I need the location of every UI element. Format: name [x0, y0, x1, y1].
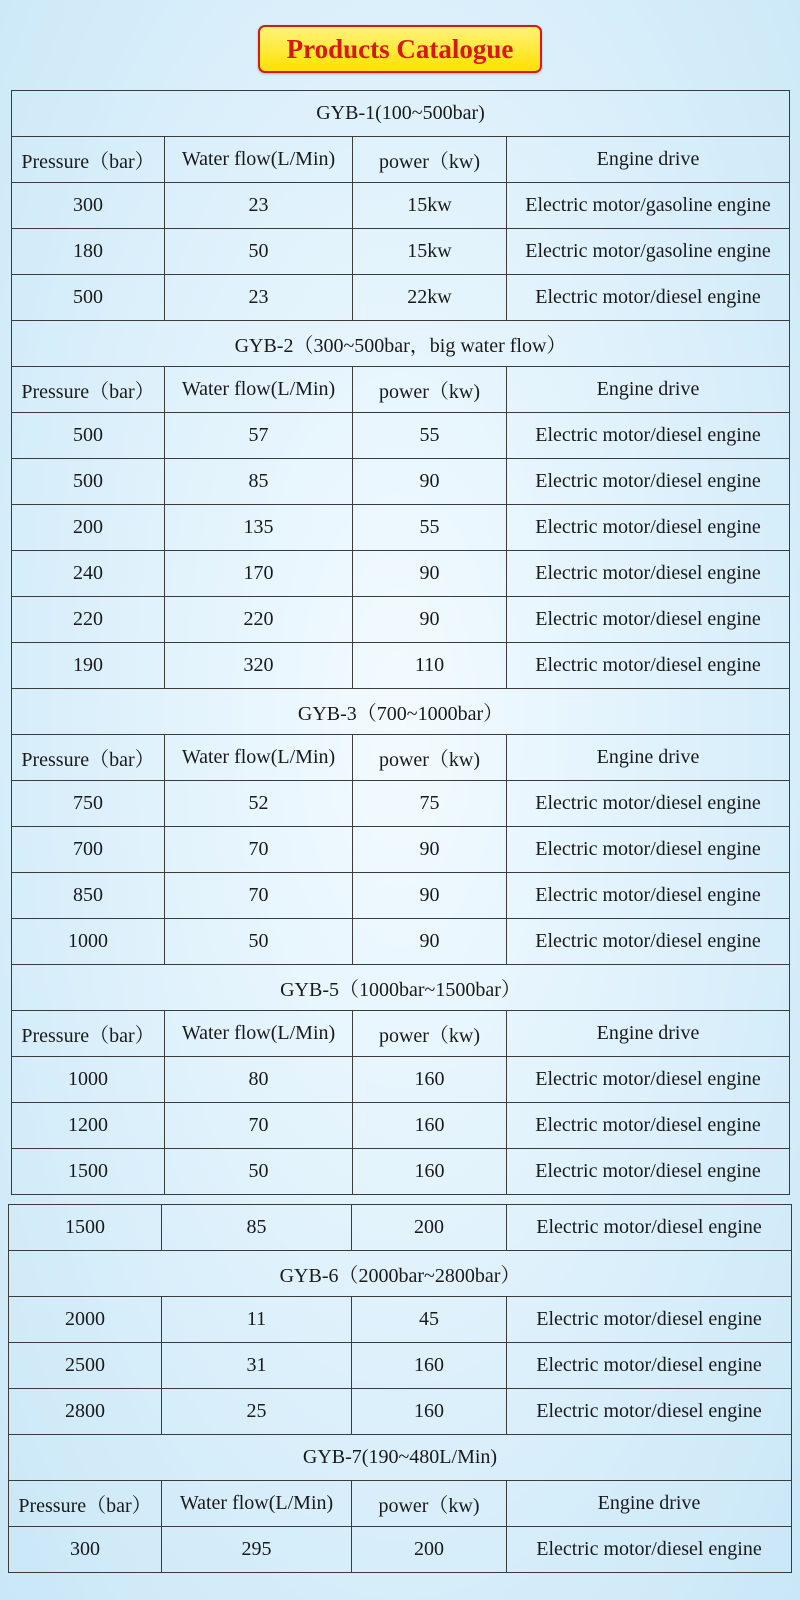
section-title-row	[12, 689, 790, 735]
cell-pressure: 850	[12, 873, 165, 919]
header-engine-drive: Engine drive	[507, 367, 790, 413]
column-header-row	[12, 367, 790, 413]
cell-engine-drive: Electric motor/diesel engine	[507, 459, 790, 505]
cell-power: 90	[353, 827, 507, 873]
header-engine-drive: Engine drive	[507, 137, 790, 183]
column-header-row	[9, 1481, 792, 1527]
cell-pressure: 500	[12, 413, 165, 459]
header-pressure: Pressure（bar）	[12, 137, 165, 183]
cell-water-flow: 70	[165, 1103, 353, 1149]
section-title-row	[9, 1435, 792, 1481]
header-engine-drive: Engine drive	[507, 1011, 790, 1057]
table-row	[12, 183, 790, 229]
cell-pressure: 300	[12, 183, 165, 229]
cell-engine-drive: Electric motor/diesel engine	[507, 275, 790, 321]
cell-pressure: 1000	[12, 1057, 165, 1103]
cell-power: 45	[352, 1297, 507, 1343]
product-table	[11, 90, 790, 1195]
cell-water-flow: 170	[165, 551, 353, 597]
cell-power: 200	[352, 1527, 507, 1573]
cell-engine-drive: Electric motor/diesel engine	[507, 1057, 790, 1103]
cell-power: 160	[353, 1057, 507, 1103]
table-row	[12, 781, 790, 827]
cell-water-flow: 295	[162, 1527, 352, 1573]
cell-power: 55	[353, 505, 507, 551]
cell-engine-drive: Electric motor/diesel engine	[507, 781, 790, 827]
header-engine-drive: Engine drive	[507, 1481, 792, 1527]
cell-engine-drive: Electric motor/diesel engine	[507, 1103, 790, 1149]
section-title: GYB-1(100~500bar)	[12, 91, 790, 137]
cell-pressure: 700	[12, 827, 165, 873]
table-row	[12, 1057, 790, 1103]
table-row	[9, 1527, 792, 1573]
table-row	[9, 1389, 792, 1435]
cell-pressure: 1000	[12, 919, 165, 965]
cell-pressure: 190	[12, 643, 165, 689]
cell-engine-drive: Electric motor/diesel engine	[507, 1343, 792, 1389]
cell-water-flow: 23	[165, 183, 353, 229]
table-row	[12, 229, 790, 275]
cell-water-flow: 50	[165, 1149, 353, 1195]
section-title-row	[12, 321, 790, 367]
cell-power: 75	[353, 781, 507, 827]
cell-engine-drive: Electric motor/diesel engine	[507, 827, 790, 873]
cell-water-flow: 52	[165, 781, 353, 827]
cell-water-flow: 11	[162, 1297, 352, 1343]
column-header-row	[12, 735, 790, 781]
cell-engine-drive: Electric motor/diesel engine	[507, 1389, 792, 1435]
header-water-flow: Water flow(L/Min)	[165, 735, 353, 781]
cell-water-flow: 57	[165, 413, 353, 459]
table-row	[9, 1205, 792, 1251]
section-title: GYB-5（1000bar~1500bar）	[12, 965, 790, 1011]
table-row	[12, 459, 790, 505]
cell-engine-drive: Electric motor/diesel engine	[507, 1149, 790, 1195]
cell-power: 90	[353, 919, 507, 965]
cell-power: 90	[353, 873, 507, 919]
section-title: GYB-6（2000bar~2800bar）	[9, 1251, 792, 1297]
cell-water-flow: 31	[162, 1343, 352, 1389]
cell-water-flow: 25	[162, 1389, 352, 1435]
table-row	[12, 643, 790, 689]
cell-power: 55	[353, 413, 507, 459]
cell-power: 90	[353, 459, 507, 505]
cell-power: 160	[352, 1343, 507, 1389]
header-pressure: Pressure（bar）	[12, 367, 165, 413]
section-title-row	[9, 1251, 792, 1297]
cell-pressure: 300	[9, 1527, 162, 1573]
section-title: GYB-7(190~480L/Min)	[9, 1435, 792, 1481]
title-container	[0, 25, 800, 73]
table-row	[12, 873, 790, 919]
cell-power: 15kw	[353, 183, 507, 229]
header-power: power（kw)	[353, 367, 507, 413]
cell-water-flow: 320	[165, 643, 353, 689]
cell-pressure: 2000	[9, 1297, 162, 1343]
cell-engine-drive: Electric motor/diesel engine	[507, 873, 790, 919]
cell-engine-drive: Electric motor/diesel engine	[507, 1527, 792, 1573]
section-title: GYB-3（700~1000bar）	[12, 689, 790, 735]
header-engine-drive: Engine drive	[507, 735, 790, 781]
header-water-flow: Water flow(L/Min)	[165, 137, 353, 183]
cell-pressure: 1200	[12, 1103, 165, 1149]
header-water-flow: Water flow(L/Min)	[165, 1011, 353, 1057]
header-power: power（kw)	[352, 1481, 507, 1527]
section-title-row	[12, 91, 790, 137]
page-title: Products Catalogue	[258, 25, 542, 73]
cell-water-flow: 50	[165, 229, 353, 275]
cell-water-flow: 80	[165, 1057, 353, 1103]
cell-pressure: 180	[12, 229, 165, 275]
table-row	[12, 275, 790, 321]
cell-pressure: 2800	[9, 1389, 162, 1435]
table-row	[12, 551, 790, 597]
cell-pressure: 1500	[12, 1149, 165, 1195]
cell-engine-drive: Electric motor/diesel engine	[507, 597, 790, 643]
cell-power: 160	[353, 1103, 507, 1149]
header-power: power（kw)	[353, 137, 507, 183]
cell-engine-drive: Electric motor/diesel engine	[507, 505, 790, 551]
cell-power: 200	[352, 1205, 507, 1251]
cell-engine-drive: Electric motor/diesel engine	[507, 643, 790, 689]
header-pressure: Pressure（bar）	[12, 735, 165, 781]
table-row	[12, 597, 790, 643]
cell-engine-drive: Electric motor/diesel engine	[507, 551, 790, 597]
table-row	[12, 1149, 790, 1195]
cell-water-flow: 70	[165, 827, 353, 873]
table-row	[12, 827, 790, 873]
cell-pressure: 240	[12, 551, 165, 597]
cell-engine-drive: Electric motor/gasoline engine	[507, 229, 790, 275]
cell-power: 15kw	[353, 229, 507, 275]
cell-pressure: 200	[12, 505, 165, 551]
cell-power: 160	[352, 1389, 507, 1435]
cell-water-flow: 70	[165, 873, 353, 919]
section-title-row	[12, 965, 790, 1011]
cell-water-flow: 23	[165, 275, 353, 321]
cell-water-flow: 85	[165, 459, 353, 505]
table-row	[12, 919, 790, 965]
header-pressure: Pressure（bar）	[9, 1481, 162, 1527]
product-table-continued	[8, 1204, 792, 1573]
cell-power: 110	[353, 643, 507, 689]
cell-pressure: 500	[12, 459, 165, 505]
cell-power: 22kw	[353, 275, 507, 321]
cell-engine-drive: Electric motor/diesel engine	[507, 1205, 792, 1251]
cell-pressure: 220	[12, 597, 165, 643]
cell-power: 160	[353, 1149, 507, 1195]
column-header-row	[12, 1011, 790, 1057]
cell-engine-drive: Electric motor/diesel engine	[507, 1297, 792, 1343]
cell-water-flow: 220	[165, 597, 353, 643]
cell-water-flow: 135	[165, 505, 353, 551]
section-title: GYB-2（300~500bar，big water flow）	[12, 321, 790, 367]
table-row	[12, 1103, 790, 1149]
header-power: power（kw)	[353, 1011, 507, 1057]
column-header-row	[12, 137, 790, 183]
table-row	[9, 1343, 792, 1389]
cell-power: 90	[353, 597, 507, 643]
cell-water-flow: 85	[162, 1205, 352, 1251]
cell-pressure: 750	[12, 781, 165, 827]
cell-pressure: 1500	[9, 1205, 162, 1251]
cell-pressure: 500	[12, 275, 165, 321]
cell-engine-drive: Electric motor/diesel engine	[507, 413, 790, 459]
cell-engine-drive: Electric motor/gasoline engine	[507, 183, 790, 229]
cell-water-flow: 50	[165, 919, 353, 965]
table-row	[9, 1297, 792, 1343]
table-row	[12, 413, 790, 459]
header-power: power（kw)	[353, 735, 507, 781]
table-row	[12, 505, 790, 551]
cell-power: 90	[353, 551, 507, 597]
header-water-flow: Water flow(L/Min)	[165, 367, 353, 413]
header-water-flow: Water flow(L/Min)	[162, 1481, 352, 1527]
cell-engine-drive: Electric motor/diesel engine	[507, 919, 790, 965]
header-pressure: Pressure（bar）	[12, 1011, 165, 1057]
cell-pressure: 2500	[9, 1343, 162, 1389]
